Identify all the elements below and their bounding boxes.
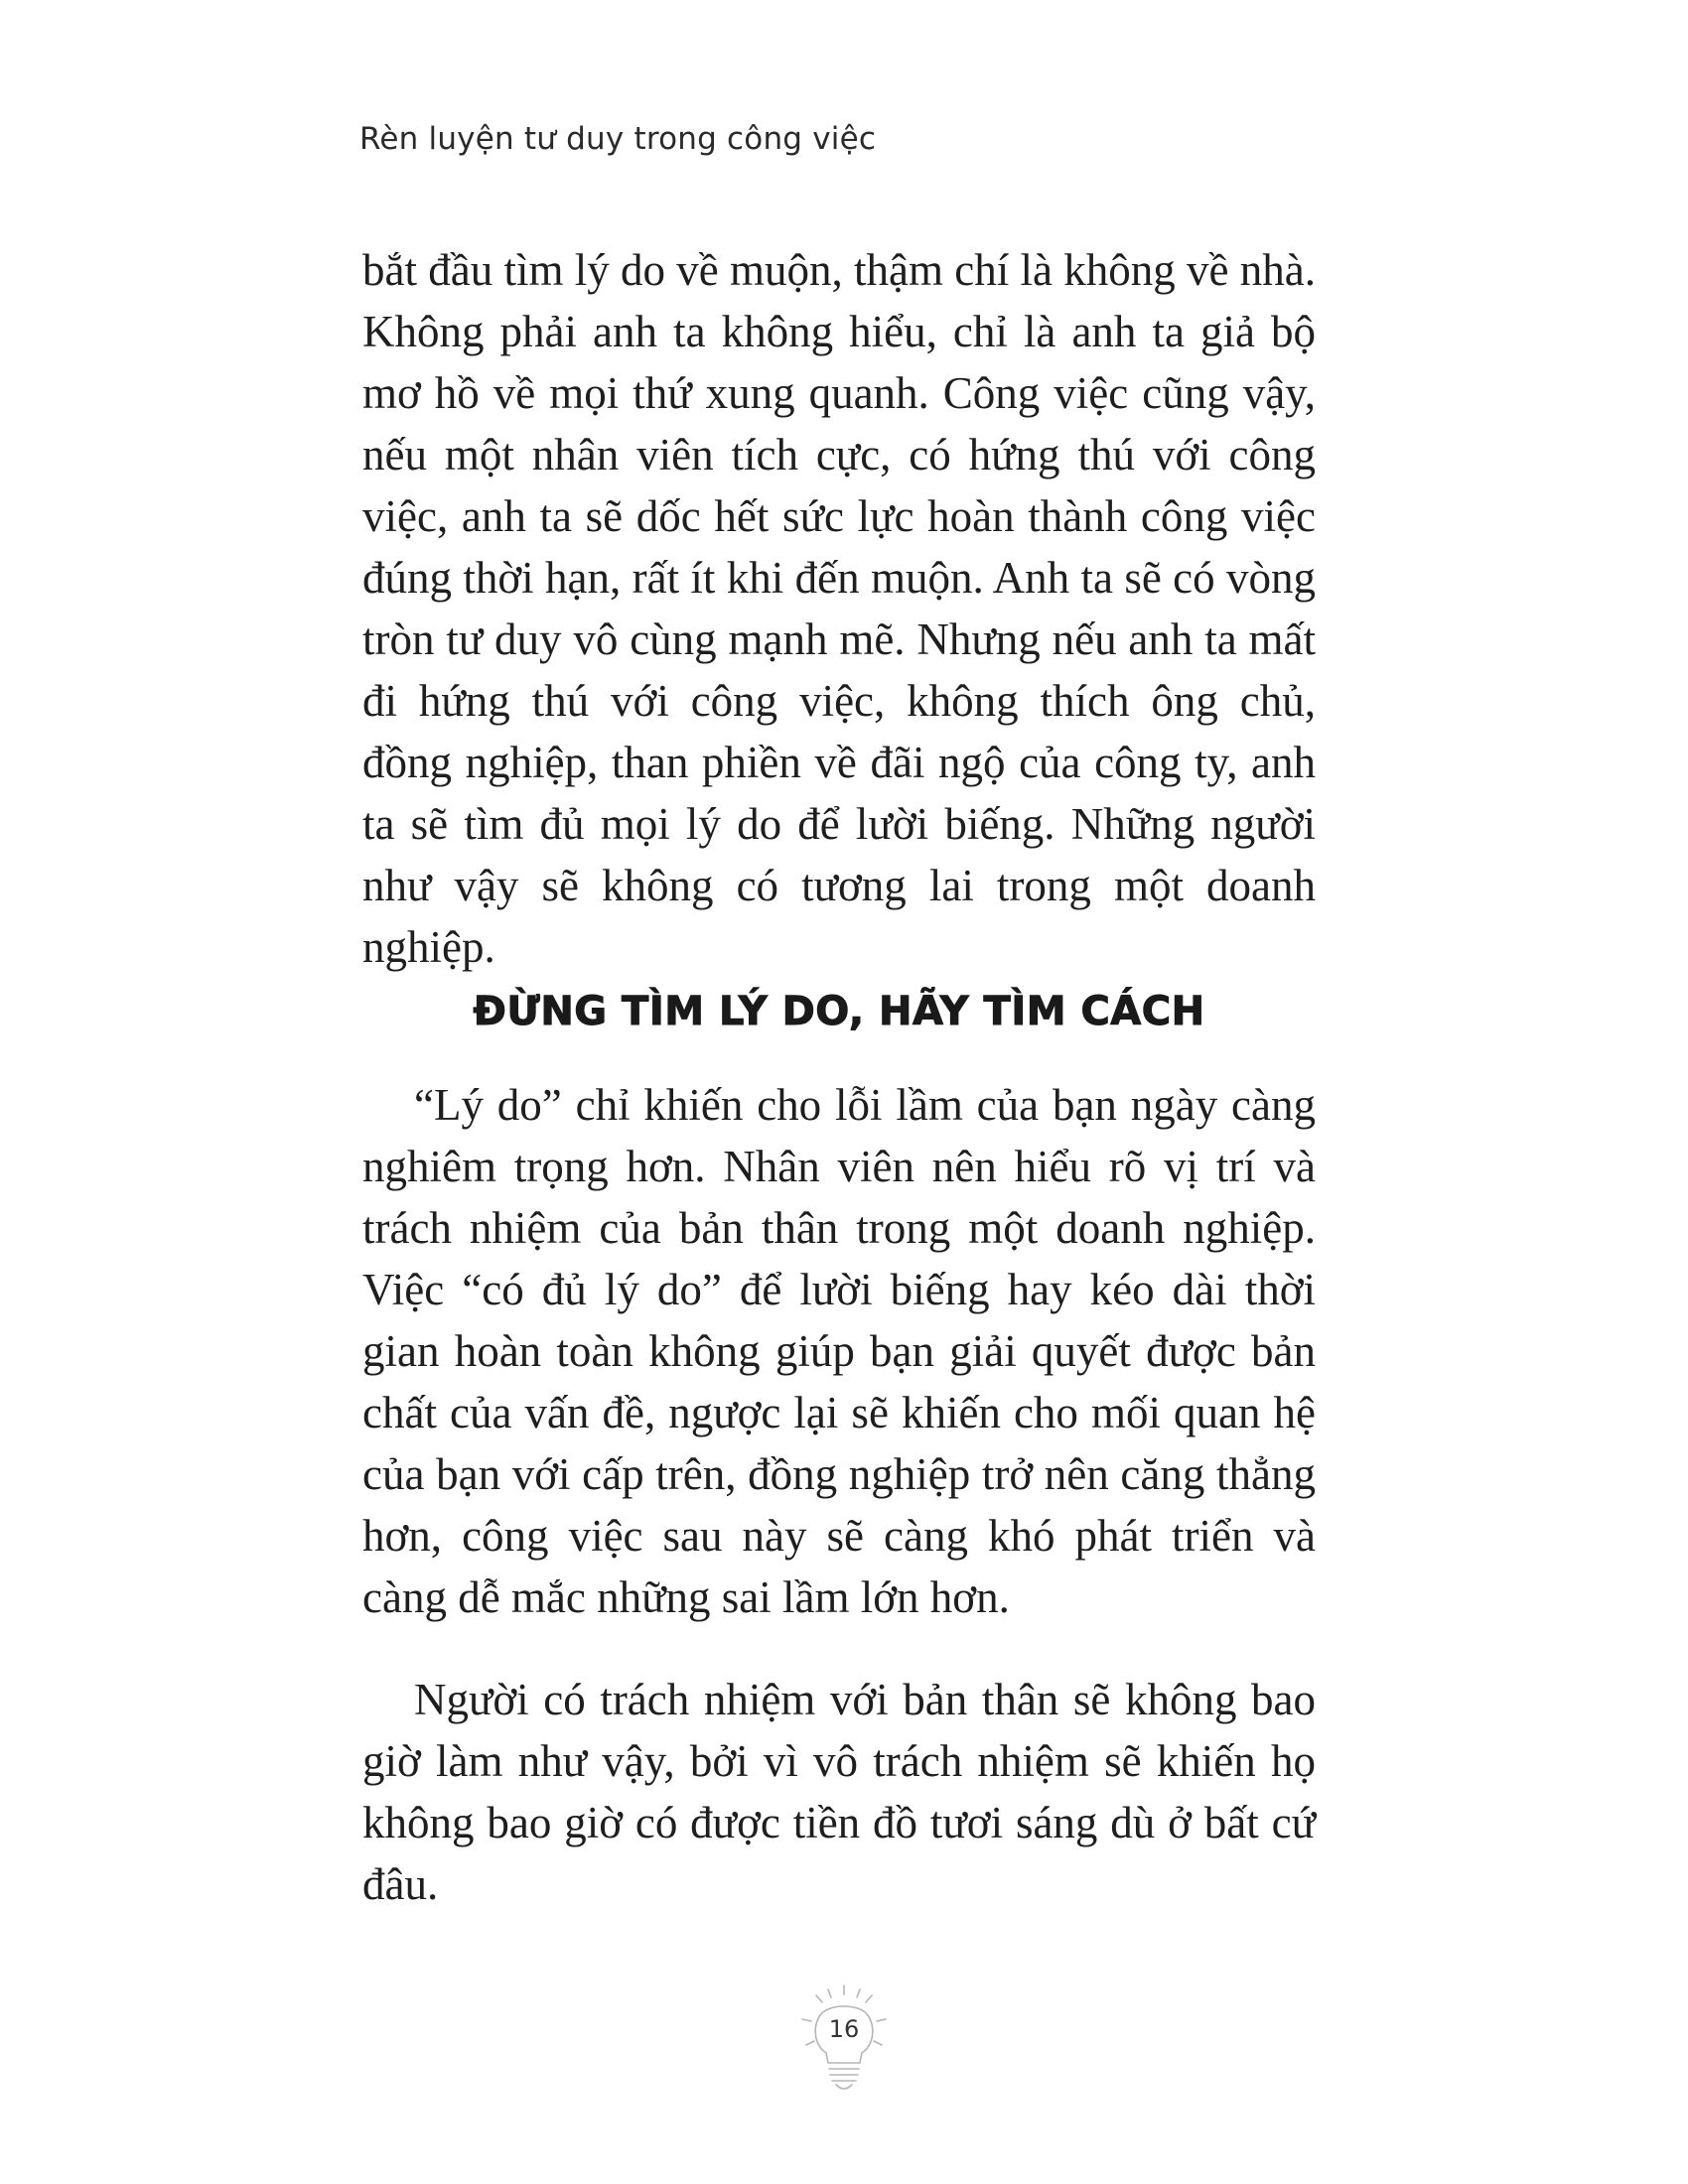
- paragraph-text: bắt đầu tìm lý do về muộn, thậm chí là không về nhà. Không phải anh ta không hiểu, chỉ là anh ta giả bộ mơ hồ về mọi thứ xung quanh. Công việc cũng vậy, nếu một nhân viên tích cực, có hứng thú với công việc, anh ta sẽ dốc hết sức lực hoàn thành công việc đúng thời hạn, rất ít khi đến muộn. Anh ta sẽ có vòng tròn tư duy vô cùng mạnh mẽ. Nhưng nếu anh ta mất đi hứng thú với công việc, không thích ông chủ, đồng nghiệp, than phiền về đãi ngộ của công ty, anh ta sẽ tìm đủ mọi lý do để lười biếng. Những người như vậy sẽ không có tương lai trong một doanh nghiệp.: [362, 245, 1316, 972]
- running-header-title: Rèn luyện tư duy trong công việc: [359, 121, 877, 157]
- paragraph-text: Người có trách nhiệm với bản thân sẽ không bao giờ làm như vậy, bởi vì vô trách nhiệm sẽ khiến họ không bao giờ có được tiền đồ tươi sáng dù ở bất cứ đâu.: [362, 1675, 1316, 1909]
- body-paragraph-2: [362, 1074, 1316, 1628]
- page-number-badge: [794, 1981, 894, 2101]
- page-number: 16: [828, 2015, 860, 2043]
- paragraph-text: “Lý do” chỉ khiến cho lỗi lầm của bạn ngày càng nghiêm trọng hơn. Nhân viên nên hiểu rõ vị trí và trách nhiệm của bản thân trong một doanh nghiệp. Việc “có đủ lý do” để lười biếng hay kéo dài thời gian hoàn toàn không giúp bạn giải quyết được bản chất của vấn đề, ngược lại sẽ khiến cho mối quan hệ của bạn với cấp trên, đồng nghiệp trở nên căng thẳng hơn, công việc sau này sẽ càng khó phát triển và càng dễ mắc những sai lầm lớn hơn.: [362, 1080, 1316, 1622]
- body-paragraph-1: [362, 239, 1316, 978]
- section-heading: ĐỪNG TÌM LÝ DO, HÃY TÌM CÁCH: [473, 989, 1205, 1034]
- body-paragraph-3: [362, 1669, 1316, 1915]
